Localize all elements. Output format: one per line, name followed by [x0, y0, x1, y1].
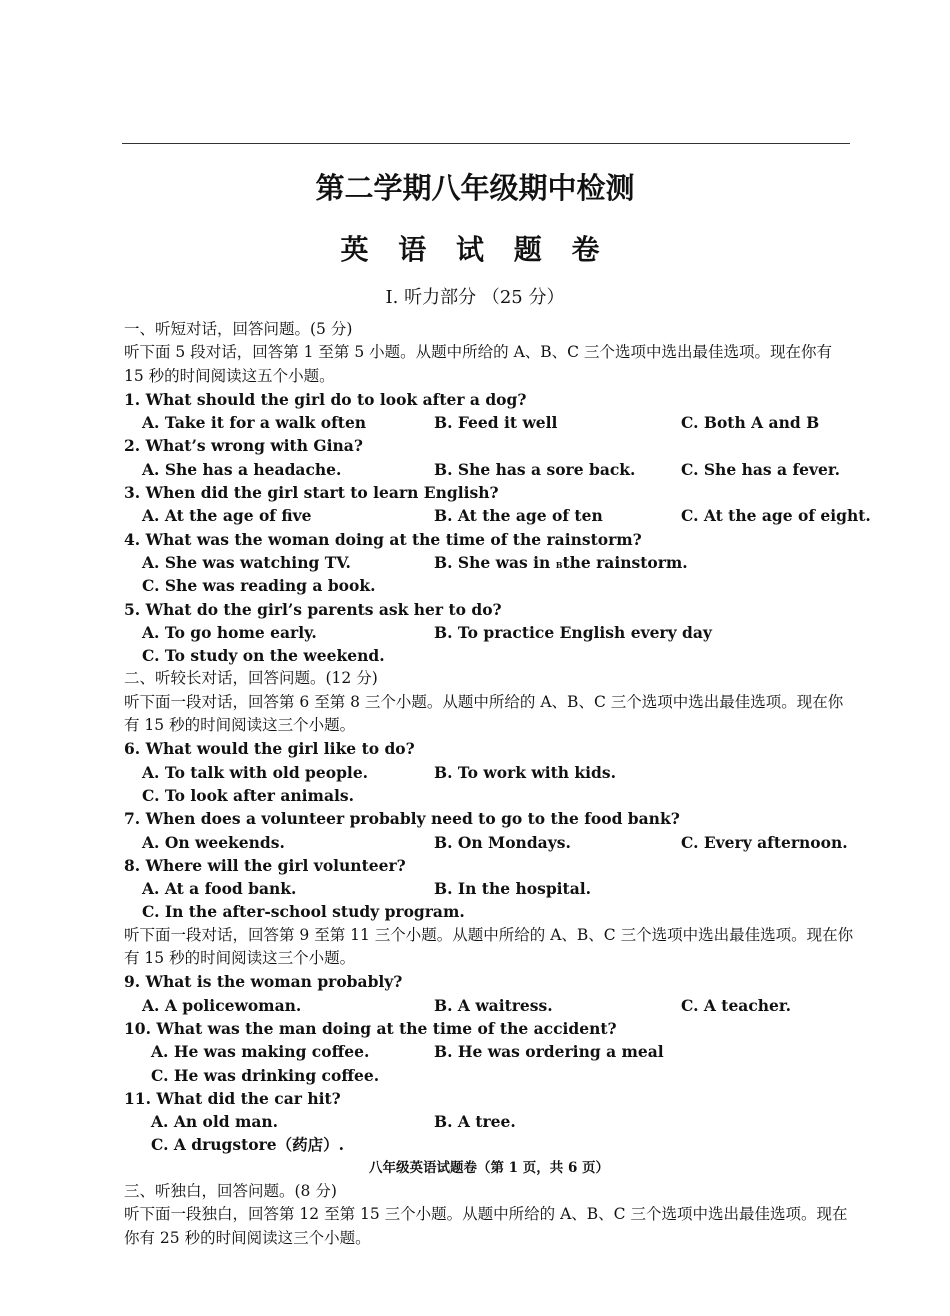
- question-10-options-row2: [124, 1064, 854, 1087]
- question-6-options-row2: [124, 784, 854, 807]
- question-7: 7. When does a volunteer probably need to go to the food bank?: [124, 809, 680, 829]
- question-5: 5. What do the girl’s parents ask her to do?: [124, 599, 502, 619]
- option-a: A. At the age of five: [142, 506, 312, 526]
- question-1: 1. What should the girl do to look after a dog?: [124, 389, 527, 409]
- option-c: C. He was drinking coffee.: [151, 1065, 380, 1085]
- question-10-options-row1: [124, 1040, 854, 1063]
- section-2-instructions-2: 听下面一段对话，回答第 9 至第 11 三个小题。从题中所给的 A、B、C 三个选项中选出最佳选项。现在你有 15 秒的时间阅读这三个小题。: [124, 925, 854, 968]
- question-4: 4. What was the woman doing at the time of the rainstorm?: [124, 529, 642, 549]
- exam-title: 第二学期八年级期中检测: [315, 171, 635, 205]
- option-a: A. A policewoman.: [142, 995, 302, 1015]
- option-b-mark: B: [555, 559, 563, 570]
- question-6: 6. What would the girl like to do?: [124, 739, 415, 759]
- option-a: A. Take it for a walk often: [142, 413, 367, 433]
- section-3-instructions: 听下面一段独白，回答第 12 至第 15 三个小题。从题中所给的 A、B、C 三个选项中选出最佳选项。现在你有 25 秒的时间阅读这三个小题。: [124, 1205, 848, 1247]
- question-3-options: [124, 504, 871, 527]
- option-a: A. An old man.: [151, 1112, 279, 1132]
- option-c: C. To look after animals.: [142, 785, 354, 805]
- option-b: B. To work with kids.: [434, 762, 617, 782]
- question-2: 2. What’s wrong with Gina?: [124, 436, 363, 456]
- question-11: 11. What did the car hit?: [124, 1088, 341, 1108]
- option-c: C. She has a fever.: [681, 459, 840, 479]
- question-8: 8. Where will the girl volunteer?: [124, 855, 406, 875]
- option-c: C. A drugstore（药店）.: [151, 1135, 345, 1155]
- question-10: 10. What was the man doing at the time of the accident?: [124, 1018, 617, 1038]
- question-4-options-row1: [124, 551, 854, 574]
- option-b-text-end: the rainstorm.: [562, 552, 688, 572]
- option-b: B. He was ordering a meal: [434, 1042, 664, 1062]
- question-2-options: [124, 458, 854, 481]
- exam-content: [124, 318, 871, 1250]
- part-heading: Ⅰ. 听力部分 （25 分）: [385, 287, 565, 308]
- section-1-heading: 一、听短对话，回答问题。(5 分): [124, 320, 353, 338]
- question-5-options-row1: [124, 621, 854, 644]
- question-9: 9. What is the woman probably?: [124, 972, 403, 992]
- question-7-options: [124, 831, 854, 854]
- section-2-instructions-1: 听下面一段对话，回答第 6 至第 8 三个小题。从题中所给的 A、B、C 三个选项中选出最佳选项。现在你有 15 秒的时间阅读这三个小题。: [124, 692, 844, 735]
- option-b: B. In the hospital.: [434, 879, 592, 899]
- section-3-heading: 三、听独白，回答问题。(8 分): [124, 1181, 337, 1200]
- option-c: C. A teacher.: [681, 995, 792, 1015]
- page-footer: 八年级英语试题卷（第 1 页，共 6 页）: [368, 1159, 610, 1176]
- option-b: B. Feed it well: [434, 413, 558, 433]
- question-9-options: [124, 994, 854, 1017]
- option-a: A. He was making coffee.: [151, 1042, 370, 1062]
- header-rule: [122, 143, 850, 144]
- option-b-text-start: B. She was in: [434, 552, 551, 572]
- question-11-options-row2: [124, 1133, 854, 1156]
- option-a: A. On weekends.: [142, 832, 285, 852]
- option-b: B. To practice English every day: [434, 622, 712, 642]
- option-c: C. In the after-school study program.: [142, 902, 465, 922]
- option-b: B. She has a sore back.: [434, 459, 636, 479]
- option-b: B. A waitress.: [434, 995, 553, 1015]
- option-a: A. To go home early.: [142, 622, 317, 642]
- question-4-options-row2: [124, 574, 854, 597]
- option-c: C. Every afternoon.: [681, 832, 848, 852]
- section-2-heading: 二、听较长对话，回答问题。(12 分): [124, 669, 378, 688]
- option-a: A. To talk with old people.: [142, 762, 369, 782]
- option-a: A. She has a headache.: [142, 459, 342, 479]
- question-3: 3. When did the girl start to learn English?: [124, 483, 499, 503]
- option-b: B. On Mondays.: [434, 832, 571, 852]
- question-5-options-row2: [124, 644, 854, 667]
- option-c: C. At the age of eight.: [681, 506, 871, 526]
- question-8-options-row2: [124, 900, 854, 923]
- option-a: A. At a food bank.: [142, 879, 297, 899]
- option-b: B. A tree.: [434, 1112, 516, 1132]
- question-1-options: [124, 411, 854, 434]
- option-a: A. She was watching TV.: [142, 552, 351, 572]
- option-b: B. At the age of ten: [434, 506, 603, 526]
- option-c: C. Both A and B: [681, 413, 820, 433]
- option-c: C. She was reading a book.: [142, 576, 376, 596]
- question-8-options-row1: [124, 877, 854, 900]
- question-6-options-row1: [124, 761, 854, 784]
- option-c: C. To study on the weekend.: [142, 646, 385, 666]
- question-11-options-row1: [124, 1110, 854, 1133]
- section-1-instructions: 听下面 5 段对话，回答第 1 至第 5 小题。从题中所给的 A、B、C 三个选项中选出最佳选项。现在你有 15 秒的时间阅读这五个小题。: [124, 343, 832, 385]
- exam-subtitle: 英 语 试 题 卷: [340, 233, 610, 266]
